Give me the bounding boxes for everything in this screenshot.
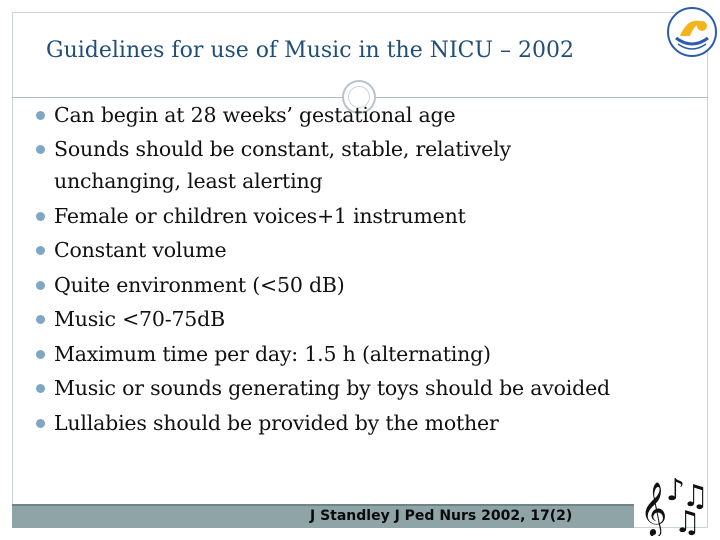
- bullet-text: Can begin at 28 weeks’ gestational age: [54, 102, 456, 127]
- citation-text: J Standley J Ped Nurs 2002, 17(2): [310, 508, 573, 524]
- bullet-item: [16, 338, 616, 370]
- bullet-dot-icon: [36, 350, 45, 359]
- bullet-list: [16, 96, 616, 439]
- bullet-dot-icon: [36, 212, 45, 221]
- bullet-dot-icon: [36, 419, 45, 428]
- bullet-item: [16, 133, 616, 197]
- svg-text:♪: ♪: [666, 473, 686, 508]
- bullet-text: Lullabies should be provided by the mother: [54, 410, 499, 435]
- bullet-text: Sounds should be constant, stable, relatively unchanging, least alerting: [54, 137, 511, 193]
- svg-text:♫: ♫: [682, 479, 709, 514]
- music-notes-icon: [638, 466, 718, 536]
- bullet-item: [16, 407, 616, 439]
- bullet-text: Female or children voices+1 instrument: [54, 203, 466, 228]
- slide-title: Guidelines for use of Music in the NICU – 2002: [46, 38, 575, 63]
- bullet-dot-icon: [36, 111, 45, 120]
- bullet-dot-icon: [36, 246, 45, 255]
- bullet-text: Music <70-75dB: [54, 307, 225, 331]
- bullet-item: [16, 200, 616, 232]
- bullet-item: [16, 234, 616, 266]
- svg-text:𝄞: 𝄞: [640, 481, 668, 535]
- bullet-dot-icon: [36, 384, 45, 393]
- hospital-logo-icon: [666, 6, 718, 58]
- bullet-text: Music or sounds generating by toys should be avoided: [54, 376, 610, 400]
- bullet-dot-icon: [36, 281, 45, 290]
- bullet-item: [16, 269, 616, 301]
- svg-text:♫: ♫: [674, 505, 701, 536]
- bullet-text: Quite environment (<50 dB): [54, 272, 345, 297]
- bullet-text: Constant volume: [54, 238, 227, 262]
- bullet-text: Maximum time per day: 1.5 h (alternating): [54, 341, 491, 366]
- bullet-item: [16, 303, 616, 335]
- bullet-dot-icon: [36, 145, 45, 154]
- bullet-item: [16, 99, 616, 131]
- bullet-dot-icon: [36, 315, 45, 324]
- bullet-item: [16, 372, 616, 404]
